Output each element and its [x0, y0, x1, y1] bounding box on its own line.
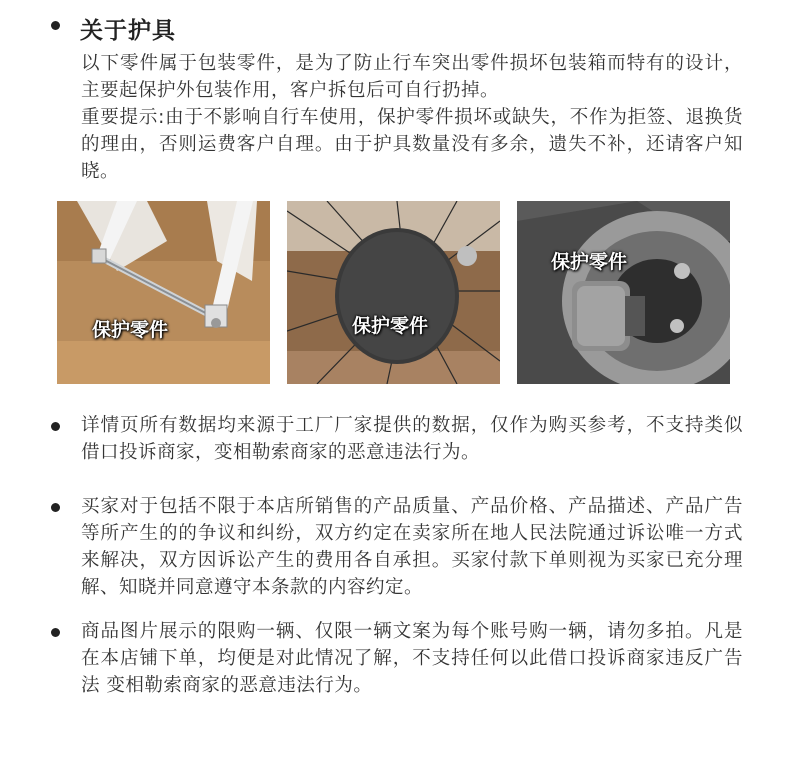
- photo-wheel-cover: [287, 201, 500, 384]
- list-item: 详情页所有数据均来源于工厂厂家提供的数据，仅作为购买参考，不支持类似借口投诉商家，变相勒索商家的恶意违法行为。: [81, 415, 743, 463]
- list-bullet: [51, 628, 60, 637]
- photo-caption: 保护零件: [551, 251, 628, 273]
- notice-text: 重要提示:由于不影响自行车使用，保护零件损坏或缺失，不作为拒签、退换货的理由，否则运费客户自理。由于护具数量没有多余，遗失不补，还请客户知晓。: [81, 107, 743, 182]
- photo-disc-cap: [517, 201, 730, 384]
- list-bullet: [51, 422, 60, 431]
- photo-fork-protector: [57, 201, 270, 384]
- list-item: 商品图片展示的限购一辆、仅限一辆文案为每个账号购一辆，请勿多拍。凡是在本店铺下单，均便是对此情况了解，不支持任何以此借口投诉商家违反广告法 变相勒索商家的恶意违法行为。: [81, 621, 743, 696]
- intro-text: 以下零件属于包装零件，是为了防止行车突出零件损坏包装箱而特有的设计，主要起保护外包装作用，客户拆包后可自行扔掉。: [81, 53, 743, 101]
- section-title: 关于护具: [80, 18, 176, 44]
- list-bullet: [51, 503, 60, 512]
- heading-bullet: [51, 21, 60, 30]
- list-item: 买家对于包括不限于本店所销售的产品质量、产品价格、产品描述、产品广告等所产生的的争议和纠纷，双方约定在卖家所在地人民法院通过诉讼唯一方式来解决，双方因诉讼产生的费用各自承担。买家付款下单则视为买家已充分理解、知晓并同意遵守本条款的内容约定。: [81, 496, 743, 598]
- photo-caption: 保护零件: [92, 319, 169, 341]
- photo-caption: 保护零件: [352, 315, 429, 337]
